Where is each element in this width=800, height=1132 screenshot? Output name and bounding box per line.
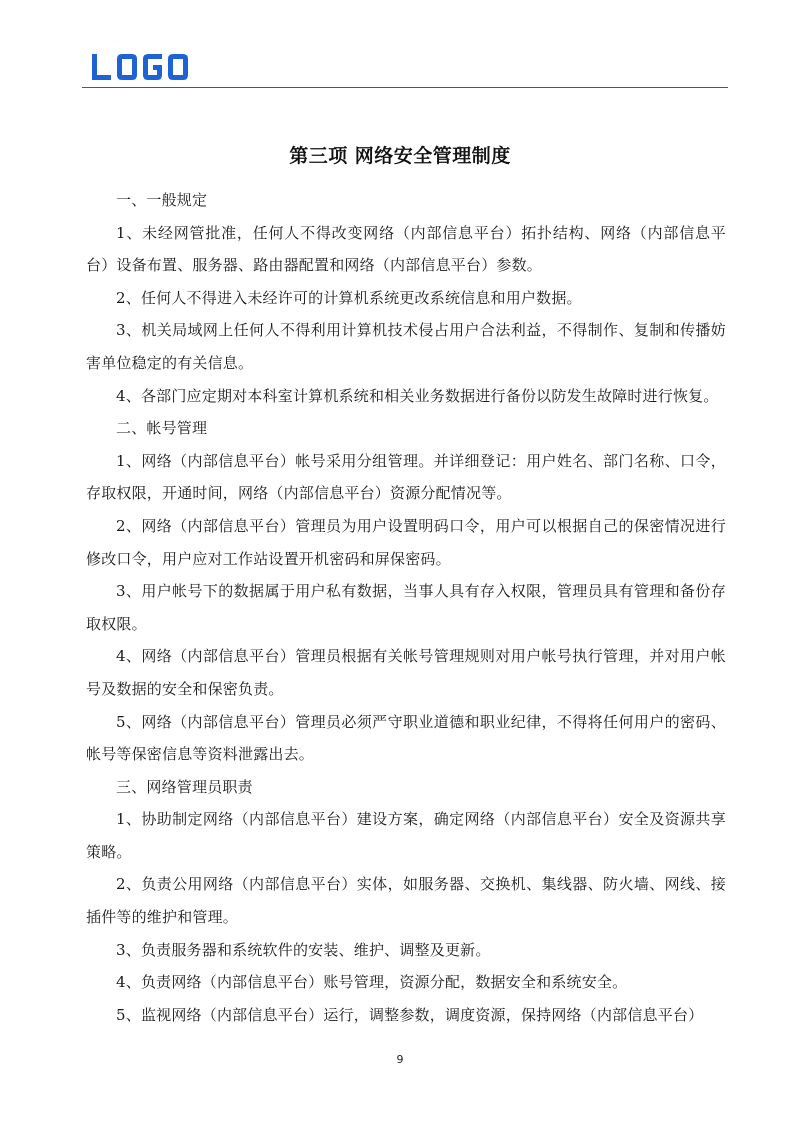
section-heading-general: 一、一般规定 [116,191,208,209]
paragraph: 2、网络（内部信息平台）管理员为用户设置明码口令，用户可以根据自己的保密情况进行修改口令，用户应对工作站设置开机密码和屏保密码。 [86,516,726,568]
paragraph: 1、网络（内部信息平台）帐号采用分组管理。并详细登记：用户姓名、部门名称、口令，存取权限，开通时间，网络（内部信息平台）资源分配情况等。 [86,451,726,503]
paragraph: 1、协助制定网络（内部信息平台）建设方案，确定网络（内部信息平台）安全及资源共享策略。 [86,810,726,861]
document-title: 第三项 网络安全管理制度 [289,144,511,167]
paragraph: 3、机关局域网上任何人不得利用计算机技术侵占用户合法利益，不得制作、复制和传播妨害单位稳定的有关信息。 [86,321,726,372]
paragraph: 1、未经网管批准，任何人不得改变网络（内部信息平台）拓扑结构、网络（内部信息平台）设备布置、服务器、路由器配置和网络（内部信息平台）参数。 [86,223,726,275]
section-heading-accounts: 二、帐号管理 [116,419,208,438]
section-heading-admin-duties: 三、网络管理员职责 [116,777,253,796]
paragraph: 5、监视网络（内部信息平台）运行，调整参数，调度资源，保持网络（内部信息平台） [116,1005,704,1024]
header-divider [82,87,728,88]
paragraph: 3、用户帐号下的数据属于用户私有数据，当事人具有存入权限，管理员具有管理和备份存取权限。 [86,582,726,633]
paragraph: 5、网络（内部信息平台）管理员必须严守职业道德和职业纪律，不得将任何用户的密码、帐号等保密信息等资料泄露出去。 [86,712,726,764]
paragraph: 4、负责网络（内部信息平台）账号管理，资源分配，数据安全和系统安全。 [116,973,628,992]
paragraph: 2、任何人不得进入未经许可的计算机系统更改系统信息和用户数据。 [116,288,582,307]
document-body [86,184,726,1031]
paragraph: 3、负责服务器和系统软件的安装、维护、调整及更新。 [116,940,491,959]
paragraph: 2、负责公用网络（内部信息平台）实体，如服务器、交换机、集线器、防火墙、网线、接插件等的维护和管理。 [86,875,726,927]
logo-graphic [92,54,188,80]
page-number: 9 [396,1053,404,1066]
logo [92,50,188,84]
paragraph: 4、各部门应定期对本科室计算机系统和相关业务数据进行备份以防发生故障时进行恢复。 [116,386,719,405]
paragraph: 4、网络（内部信息平台）管理员根据有关帐号管理规则对用户帐号执行管理，并对用户帐号及数据的安全和保密负责。 [86,647,726,698]
